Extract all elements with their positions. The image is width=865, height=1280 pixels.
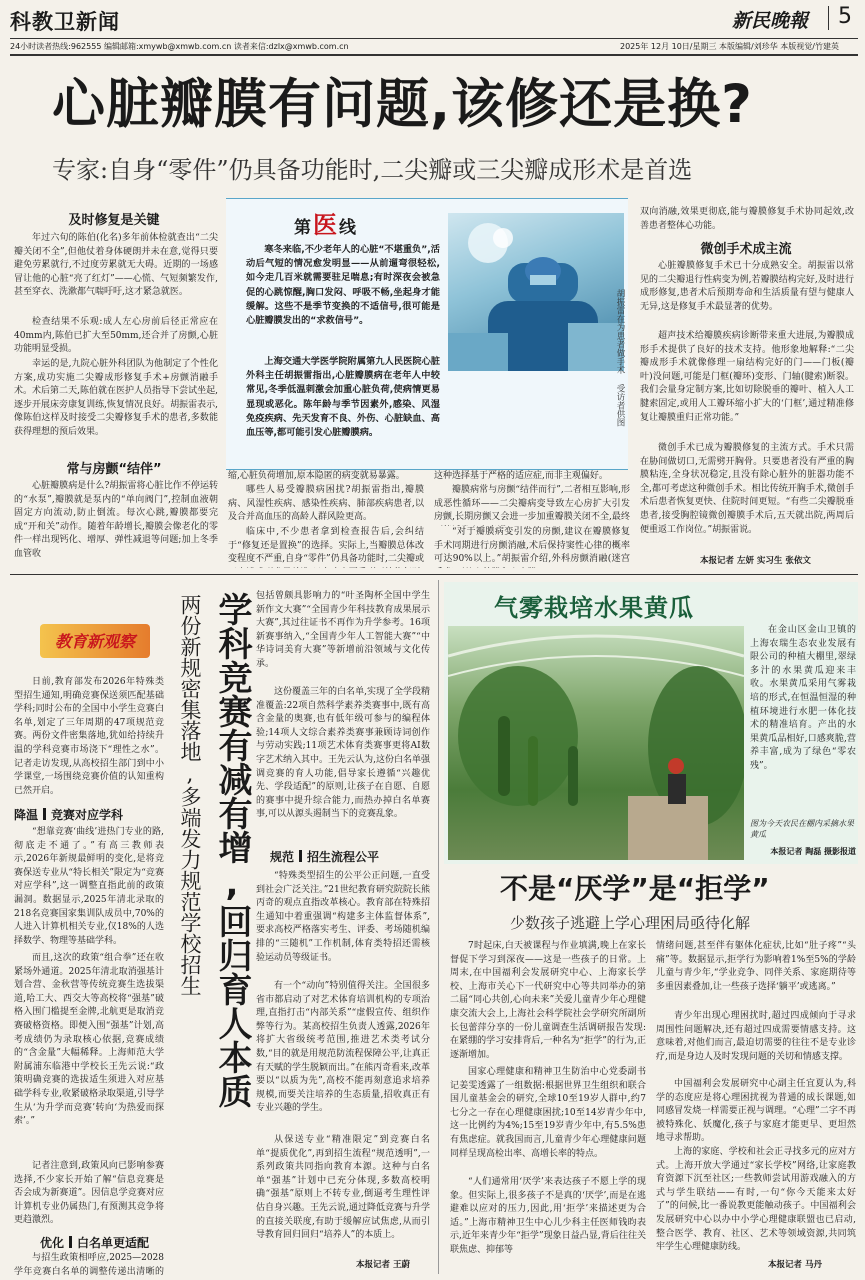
edu-headline: 学科竞赛有减有增,回归育人本质: [212, 592, 252, 1108]
lead-para: 临床中,不少患者拿到检查报告后,会纠结于“修复还是置换”的选择。实际上,当瓣膜总体改变程度不严重,自身“零件”仍具备功能时,二尖瓣或: [228, 527, 424, 565]
masthead: [10, 4, 858, 56]
fog-box: [444, 582, 858, 864]
intro-box: [226, 198, 628, 470]
lead-sub-minimal: 微创手术成主流: [700, 242, 792, 257]
photo-caption: 胡振雷在为患者做手术 受访者供图: [615, 289, 625, 427]
lead-para: “对于瓣膜病变引发的房颤,建议在瓣膜修复手术同期进行房颤消融,术后保持窦性心律的概率可达90%以上。”胡振雷介绍,外科房颤消融(迷宫: [434, 527, 630, 565]
school-para: 中国福利会发展研究中心副主任宜夏认为,科学的态度应是将心理困扰视为普通的成长课题,如同感冒发烧一样需要正视与调理。“心理”二字不再被特殊化、妖魔化,孩子与家庭才能更早、更坦然地寻求帮助。: [656, 1079, 856, 1144]
section-title: 科教卫新闻: [10, 10, 120, 34]
edu-para: 从保送专业“精准限定”到竞赛白名单“提质优化”,再到招生流程“规范透明”,一系列政策共同指向教育本源。这种与白名单“强基”计划中已充分体现,多数高校明确“强基”原则上不转专业,倒逼考生理性评估自身兴趣。王先云说,通过降低竞赛与升学的直接关联度,有助于缓解应试焦虑,从而引导教育回归回归“培养人”的本质上。: [256, 1135, 430, 1241]
masthead-rule: [10, 38, 858, 39]
school-headline: 不是“厌学”是“拒学”: [500, 872, 770, 905]
page-number: 5: [838, 4, 852, 29]
edu-byline: 本报记者 王蔚: [356, 1260, 410, 1270]
edu-column-badge: [40, 624, 150, 658]
lead-sub-timely: 及时修复是关键: [68, 213, 160, 228]
surgeon-illustration: [448, 213, 624, 371]
lead-para: 超声技术给瓣膜疾病诊断带来重大进展,为瓣膜成形手术提供了良好的技术支持。他形象地解释:“二尖瓣成形手术就像修理一扇结构完好的门——门板(瓣叶)没问题,可能是门框(瓣环)变形、门轴(腱索)断裂。我们会量身定制方案,比如切除脱垂的瓣叶、植入人工腱索固定,或用人工瓣环缩小扩大的‘门框’,通过精准修复让瓣膜重归正常功能。”: [640, 331, 854, 423]
edu-column-title: 教育新观察: [54, 632, 135, 651]
dateline: 2025年 12月 10日/星期三 本版编辑/刘珍华 本版视觉/竹建英: [620, 42, 839, 51]
school-para: 青少年出现心理困扰时,超过四成倾向于寻求周围性问题解决,还有超过四成需要情感支持。这意味着,对他们而言,最迫切需要的往往不是专业诊疗,而是身边人及时发现问题的关切和情感支撑。: [656, 1011, 856, 1062]
lead-para: 微创手术已成为瓣膜修复的主流方式。手术只需在胁间做切口,无需劈开胸骨。只要患者没有严重的胸膜粘连,全身状况稳定,且没有除心脏外的脏器功能不全,都可考虑这种微创手术。相比传统开胸手术,微创手术后患者恢复更快、住院时间更短。“有些二尖瓣脱垂患者,接受胸腔镜微创瓣膜手术后,五天就出院,两周后便重返工作岗位。”胡振雷说。: [640, 443, 854, 535]
edu-para: 而且,这次的政策“组合拳”还在收紧场外通道。2025年清北取消强基计划合营、金秋营等传统竞赛生选拔渠道,哈工大、西交大等高校将“强基”破格入围门槛提至金牌,北航更是取消竞赛破格资格。即便入围“强基”计划,高考成绩仍为录取核心依据,竞赛成绩的“含金量”大幅稀释。上海师范大学附属浦东临港中学校长王先云说:“政策明确竞赛的选拔适生须进入对应基础学科专业,收紧破格录取渠道,引导学生从‘为升学而竞赛’转向‘为热爱而探索’。”: [14, 953, 164, 1127]
masthead-divider: [828, 6, 829, 30]
edu-para: 与招生政策相呼应,2025—2028学年竞赛白名单的调整传递出清晰的: [14, 1253, 164, 1277]
school-para: “人们通常用‘厌学’来表达孩子不愿上学的现象。但实际上,很多孩子不是真的‘厌学’,而是在逃避难以应对的压力,因此,用‘拒学’来描述更为合适。”上海市精神卫生中心儿少科主任医师钱昀表示,近年来青少年“拒学”现象日益凸显,背后往往关联焦虑、抑郁等: [450, 1177, 646, 1255]
lead-para: 年过六旬的陈伯(化名)多年前体检就查出“二尖瓣关闭不全”,但他仗着身体硬朗并未在意,觉得只要避免劳累就行,不过度劳累就无大碍。近期的一场感冒让他的心脏“亮了红灯”——心慌、气短频繁发作,甚至穿衣、洗漱都气喘吁吁,这才紧急就医。: [14, 233, 218, 298]
greenhouse-illustration: [448, 626, 744, 860]
lead-byline: 本报记者 左妍 实习生 张依文: [700, 556, 811, 566]
intro-para: 寒冬来临,不少老年人的心脏“不堪重负”,活动后气短的情况愈发明显——从前遛弯很轻松,如今走几百米就需要驻足喘息;有时深夜会被急促的心跳惊醒,胸口发闷、呼吸不畅,坐起身才能缓解。这些不是季节变换的不适信号,很可能是心脏瓣膜发出的“求救信号”。: [246, 244, 440, 327]
lead-subhead: 专家:自身“零件”仍具备功能时,二尖瓣或三尖瓣成形术是首选: [52, 156, 693, 184]
edu-sub-regulate: 规范 招生流程公平: [270, 850, 380, 864]
sub-divider: [69, 1236, 72, 1248]
lead-para: 幸运的是,九院心脏外科团队为他制定了个性化方案,成功实施二尖瓣成形修复手术+房颤消融手术。术后第二天,陈伯就在医护人员指导下尝试坐起,逐步开展床旁康复训练,恢复情况良好。胡振雷表示,像陈伯这样及时接受二尖瓣修复手术的患者,多数能获得理想的预后效果。: [14, 359, 218, 437]
lead-sub-afib: 常与房颤“结伴”: [66, 462, 162, 477]
edu-para: “特殊类型招生的公平公正问题,一直受到社会广泛关注。”21世纪教育研究院院长熊丙奇的观点直指改革核心。教育部在特殊招生通知中着重强调“构建多主体监督体系”,要求高校严格落实考生、评委、考场随机编排的“三随机”工作机制,体育类特招还需核验运动员等级证书。: [256, 871, 430, 963]
edu-sub-cooling: 降温 竞赛对应学科: [14, 808, 124, 822]
edu-para: 记者注意到,政策风向已影响参赛选择,不少家长开始了解“信息竞赛是否会成为新赛道”。因信息学竞赛对应计算机专业仍属热门,有预测其竞争将更趋激烈。: [14, 1161, 164, 1226]
section-divider: [10, 574, 858, 575]
school-byline: 本报记者 马丹: [768, 1260, 822, 1270]
lead-para: 心脏瓣膜病是什么?胡振雷将心脏比作不停运转的“水泵”,瓣膜就是泵内的“单向阀门”,控制血液朝固定方向流动,防止倒流。每次心跳,瓣膜都要完成“开和关”动作。随着年龄增长,瓣膜会像老化的零件一样出现钙化、增厚、弹性减退等问题;加上冬季血管收: [14, 481, 218, 559]
lead-para: 双向消融,效果更彻底,能与瓣膜修复手术协同起效,改善患者整体心功能。: [640, 207, 854, 231]
fog-caption: 图为今天农民在棚内采摘水果黄瓜: [750, 819, 854, 839]
edu-sub-optimize: 优化 白名单更适配: [40, 1236, 150, 1250]
school-para: 上海的家庭、学校和社会正寻找多元的应对方式。上海开放大学通过“家长学校”网络,让家庭教育资源下沉至社区;一些教师尝试用游戏融入的方式与学生联结——有时,一句“你今天能来太好了”的问候,比一番说教更能触动孩子。中国福利会发展研究中心以办中小学心理健康联盟也已启动,整合医学、教育、社区、艺术等领域资源,共同筑牢学生心理健康防线。: [656, 1147, 856, 1253]
edu-para: 这份覆盖三年的白名单,实现了全学段精准覆盖:22项自然科学素养类赛事中,既有高含金量的奥赛,也有低年级可参与的编程体验;14项人文综合素养类赛事兼顾诗词创作与劳动实践;11项艺术体育类赛事更将AI数字艺术纳入其中。王先云认为,这份白名单强调竞赛的育人功能,倡导家长遵循“兴趣优先、学段适配”的原则,让孩子在自愿、自愿的赛事中提升综合能力,而热办掉白名单赛事,可以从源头遏制当下的竞赛乱象。: [256, 687, 430, 820]
intro-para: 上海交通大学医学院附属第九人民医院心脏外科主任胡振雷指出,心脏瓣膜病在老年人中较常见,冬季低温刺激会加重心脏负荷,使病情更易显现或恶化。陈年龄与季节因素外,感染、风湿免疫疾病、先天发育不良、外伤、心脏缺血、高血压等,都可能引发心脏瓣膜病。: [246, 356, 440, 439]
lead-para: 哪些人易受瓣膜病困扰?胡振雷指出,瓣膜病、风湿性疾病、感染性疾病、肺部疾病患者,以及合并高血压的高龄人群风险更高。: [228, 485, 424, 523]
edu-para: 有一个“动向”特别值得关注。全国很多省市都启动了对艺术体育培训机构的专项治理,直指打击“内部关系”“虚假宣传、组织作弊等行为。某高校招生负责人透露,2026年将扩大省级统考范围,推进艺术类考试分数,“目的就是用规范防流程保障公平,让真正有天赋的学生脱颖而出。”在熊丙奇看来,改革要以“以质为先”,高校不能再刻意追求培养规模,而要关注培养的生态质量,招收真正有专业兴趣的学生。: [256, 981, 430, 1114]
lead-para: 瓣膜病常与房颤“结伴而行”,二者相互影响,形成恶性循环——二尖瓣病变导致左心房扩大引发房颤,长期房颤又会进一步加重瓣膜关闭不全,最终: [434, 485, 630, 523]
column-divider: [438, 580, 439, 1274]
fog-byline: 本报记者 陶磊 摄影报道: [770, 847, 856, 856]
fog-headline: 气雾栽培水果黄瓜: [494, 593, 694, 622]
sub-divider: [43, 808, 46, 820]
lead-para: 心脏瓣膜修复手术已十分成熟安全。胡振雷以常见的二尖瓣退行性病变为例,若瓣膜结构完好,及时进行成形修复,患者术后预期寿命和生活质量有望与健康人无异,这是修复手术最显著的优势。: [640, 261, 854, 312]
edu-subhead: 两份新规密集落地,多端发力规范学校招生: [178, 594, 202, 996]
yiline-logo: 第医 线: [294, 210, 356, 239]
lead-para: 缩,心脏负荷增加,原本隐匿的病变就易暴露。: [228, 471, 405, 481]
sub-divider: [299, 850, 302, 862]
masthead-rule-bottom: [10, 54, 858, 56]
school-subhead: 少数孩子逃避上学心理困局亟待化解: [510, 914, 751, 932]
cucumber-photo: [448, 626, 744, 860]
edu-para: “想靠竞赛‘曲线’进热门专业的路,彻底走不通了。”有高三教师表示,2026年新规最鲜明的变化,是将竞赛保送专业从“特长相关”限定为“竞赛对应学科”,这一调整直指此前的政策漏洞。数据显示,2025年清北录取的218名竞赛国家集训队成员中,70%的人进入计算机相关专业,仅18%的人选择数学、物理等基础学科。: [14, 827, 164, 946]
lead-headline: 心脏瓣膜有问题,该修还是换?: [52, 74, 753, 135]
fog-para: 在金山区金山卫镇的上海农瑞生态农业发展有限公司的种植大棚里,翠绿多汁的水果黄瓜迎来丰收。水果黄瓜采用气雾栽培的形式,在恒温恒湿的种植环境进行水肥一体化技术的精准培育。产出的水果黄瓜品相好,口感爽脆,营养丰富,成为了绿色“零农残”。: [750, 625, 856, 771]
yiline-badge: 医: [313, 210, 337, 239]
edu-para: 包括曾颇具影响力的“叶圣陶杯全国中学生新作文大赛”“全国青少年科技教育成果展示大赛”,其过往证书不再作为升学参考。16项新赛事纳入,“全国青少年人工智能大赛”“中华诗词美育大赛”等新增前沿领域与文化传承。: [256, 591, 430, 669]
edu-para: 日前,教育部发布2026年特殊类型招生通知,明确竞赛保送须匹配基础学科;同时公布的全国中小学生竞赛白名单,划定了三年周期的47项规范竞赛。两份文件密集落地,犹如给持续升温的学科竞赛市场浇下“理性之水”。记者走访发现,从高校招生部门到中小学课堂,一场围绕竞赛价值的认知重构已然开启。: [14, 677, 164, 796]
hotline-info: 24小时读者热线:962555 编辑邮箱:xmywb@xmwb.com.cn 读者来信:dzlx@xmwb.com.cn: [10, 42, 349, 51]
school-para: 情绪问题,甚至伴有躯体化症状,比如“肚子疼”“头痛”等。数据显示,拒学行为影响着1%至5%的学龄儿童与青少年,“学业竞争、同伴关系、家庭期待等多重因素叠加,让一些孩子选择‘躺平’或逃离。”: [656, 941, 856, 992]
lead-para: 检查结果不乐观:成人左心房前后径正常应在40mm内,陈伯已扩大至50mm,还合并了房颤,心脏功能明显受损。: [14, 317, 218, 355]
school-para: 国家心理健康和精神卫生防治中心党委副书记姜雯透露了一组数据:根据世界卫生组织和联合国儿童基金会的研究,全球10至19岁人群中,约7七分之一存在心理健康困扰;10至14岁青少年中,这一比例约为4%;15至19岁青少年中,有5.5%患有焦虑症。就我国而言,儿童青少年心理健康问题同样呈现高检出率、高增长率的特点。: [450, 1067, 646, 1159]
school-para: 7时起床,白天被课程与作业填满,晚上在家长督促下学习到深夜——这是一些孩子的日常。上周末,在中国福利会发展研究中心、上海家长学校、上海市关心下一代研究中心等共同举办的第二届“同心共创,心向未来”关爱儿童青少年心理健康交流大会上,上海社会科学院社会学研究所副所长包蕾萍分享的一份儿童调查生活调研报告发现:在紧绷的学习安排背后,一种名为“拒学”的行为,正逐渐增加。: [450, 941, 646, 1060]
paper-logo: 新民晚報: [732, 10, 809, 32]
lead-para: 这种选择基于严格的适应症,而非主观偏好。: [434, 471, 608, 481]
surgery-photo: [448, 213, 624, 371]
